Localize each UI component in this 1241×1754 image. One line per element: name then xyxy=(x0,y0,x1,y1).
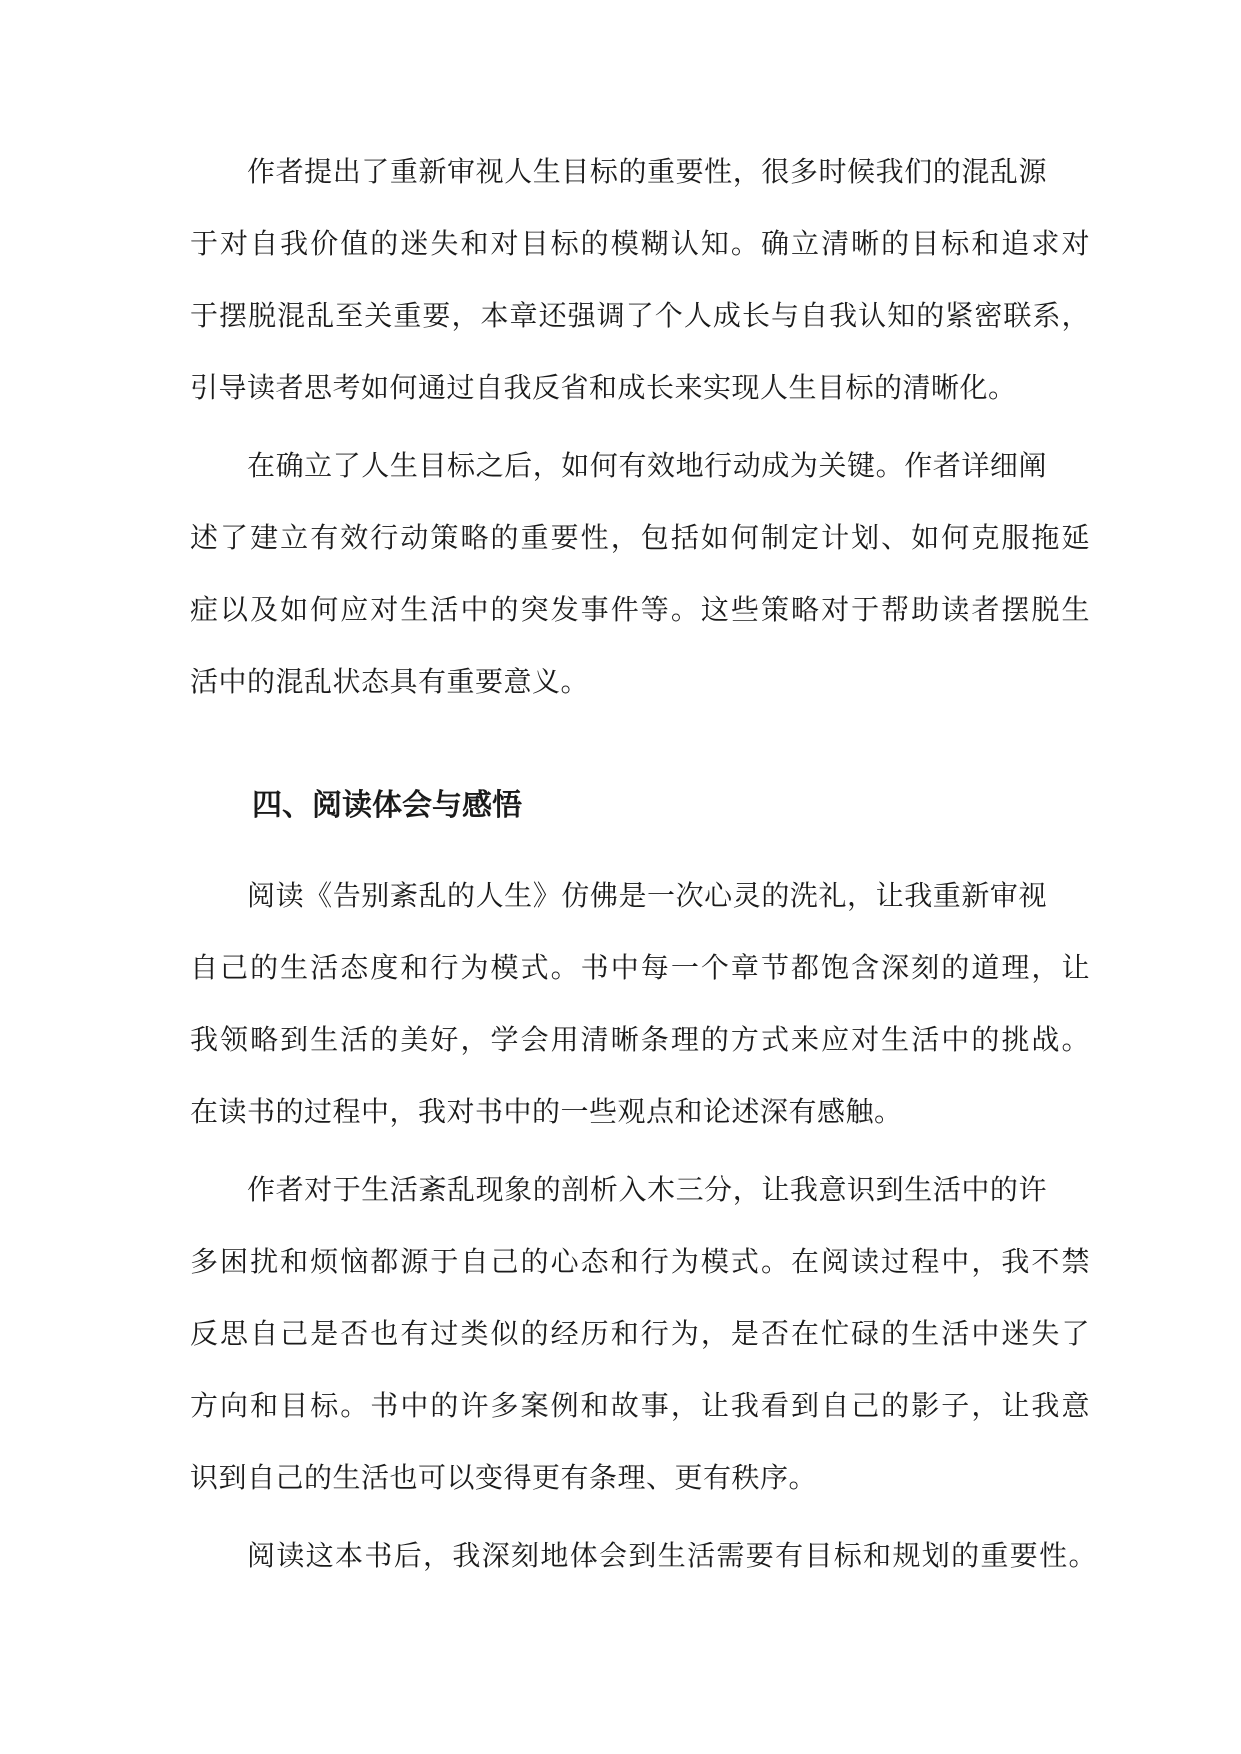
paragraph-3-line-4: 在读书的过程中，我对书中的一些观点和论述深有感触。 xyxy=(190,1095,903,1128)
paragraph-2-line-4: 活中的混乱状态具有重要意义。 xyxy=(190,665,590,698)
paragraph-2-line-1: 在确立了人生目标之后，如何有效地行动成为关键。作者详细阐 xyxy=(247,449,1047,482)
paragraph-3-line-3: 我领略到生活的美好，学会用清晰条理的方式来应对生活中的挑战。 xyxy=(190,1023,1090,1056)
paragraph-4-line-1: 作者对于生活紊乱现象的剖析入木三分，让我意识到生活中的许 xyxy=(247,1173,1047,1206)
paragraph-4-line-3: 反思自己是否也有过类似的经历和行为，是否在忙碌的生活中迷失了 xyxy=(190,1317,1090,1350)
paragraph-2-line-3: 症以及如何应对生活中的突发事件等。这些策略对于帮助读者摆脱生 xyxy=(190,593,1090,626)
paragraph-1-line-2: 于对自我价值的迷失和对目标的模糊认知。确立清晰的目标和追求对 xyxy=(190,227,1090,260)
paragraph-1-line-4: 引导读者思考如何通过自我反省和成长来实现人生目标的清晰化。 xyxy=(190,371,1017,404)
paragraph-4-line-4: 方向和目标。书中的许多案例和故事，让我看到自己的影子，让我意 xyxy=(190,1389,1090,1422)
paragraph-3-line-1: 阅读《告别紊乱的人生》仿佛是一次心灵的洗礼，让我重新审视 xyxy=(247,879,1047,912)
section-heading: 四、阅读体会与感悟 xyxy=(252,788,522,823)
paragraph-3-line-2: 自己的生活态度和行为模式。书中每一个章节都饱含深刻的道理，让 xyxy=(190,951,1090,984)
paragraph-1-line-3: 于摆脱混乱至关重要，本章还强调了个人成长与自我认知的紧密联系， xyxy=(190,299,1090,332)
paragraph-4-line-2: 多困扰和烦恼都源于自己的心态和行为模式。在阅读过程中，我不禁 xyxy=(190,1245,1090,1278)
paragraph-2-line-2: 述了建立有效行动策略的重要性，包括如何制定计划、如何克服拖延 xyxy=(190,521,1090,554)
paragraph-4-line-5: 识到自己的生活也可以变得更有条理、更有秩序。 xyxy=(190,1461,818,1494)
paragraph-1-line-1: 作者提出了重新审视人生目标的重要性，很多时候我们的混乱源 xyxy=(247,155,1047,188)
paragraph-5-line-1: 阅读这本书后，我深刻地体会到生活需要有目标和规划的重要性。 xyxy=(247,1539,1097,1572)
